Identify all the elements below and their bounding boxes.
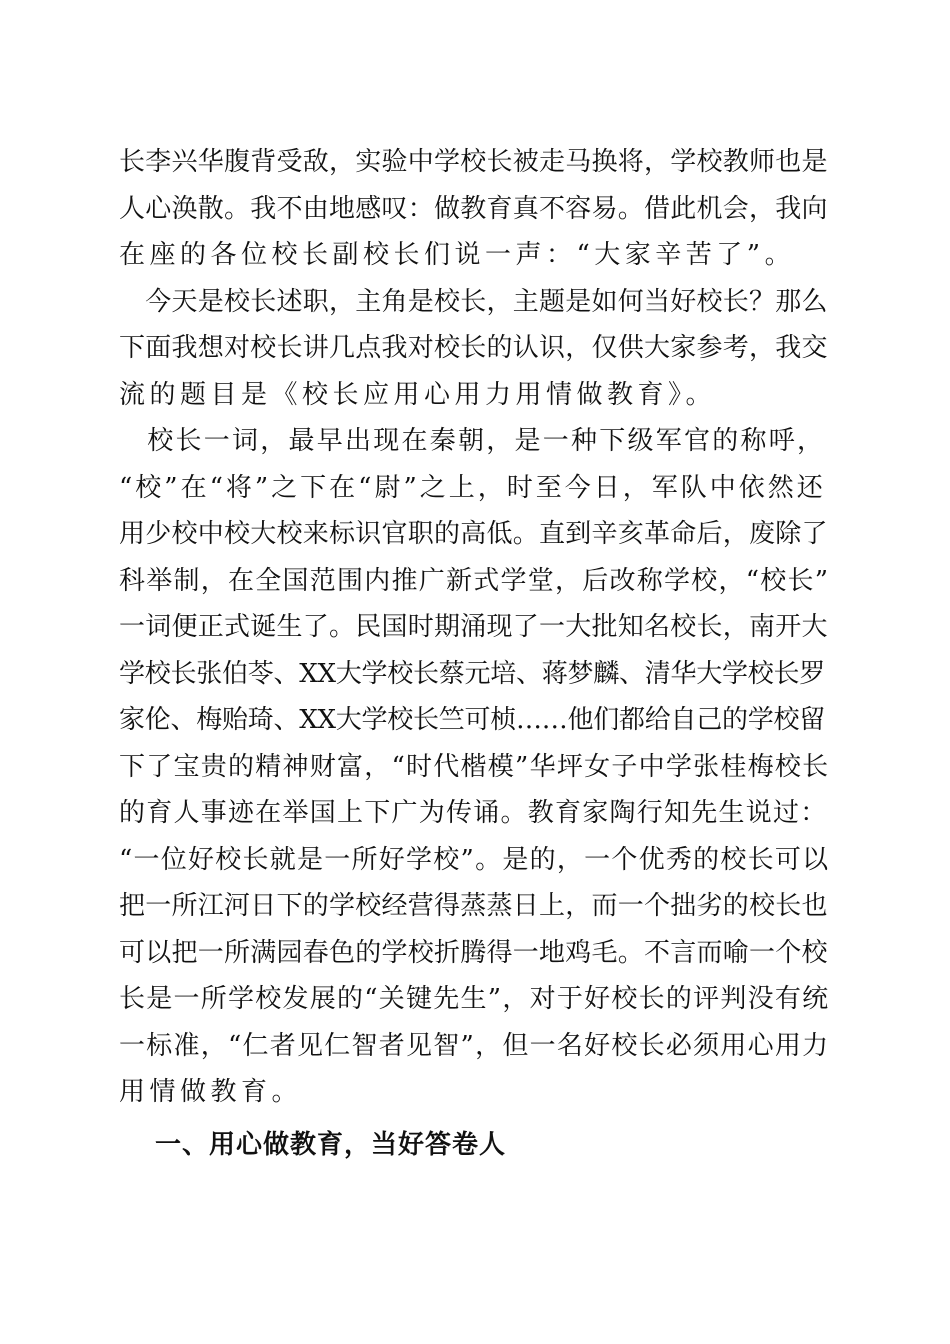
document-body <box>119 139 831 1168</box>
text-line: 的育人事迹在举国上下广为传诵。教育家陶行知先生说过： <box>119 798 828 828</box>
section-heading: 一、用心做教育，当好答卷人 <box>155 1129 507 1160</box>
text-line: 科举制，在全国范围内推广新式学堂，后改称学校，“校长” <box>119 565 830 596</box>
text-line: 今天是校长述职，主角是校长，主题是如何当好校长？那么 <box>119 286 828 317</box>
text-line: 可以把一所满园春色的学校折腾得一地鸡毛。不言而喻一个校 <box>119 937 828 968</box>
text-line: 把一所江河日下的学校经营得蒸蒸日上，而一个拙劣的校长也 <box>119 891 828 921</box>
text-line: 一标准，“仁者见仁智者见智”，但一名好校长必须用心用力 <box>119 1030 830 1061</box>
text-line: 流的题目是《校长应用心用力用情做教育》。 <box>119 379 717 410</box>
text-line: 学校长张伯苓、XX大学校长蔡元培、蒋梦麟、清华大学校长罗 <box>119 658 826 689</box>
text-line: 在座的各位校长副校长们说一声：“大家辛苦了”。 <box>119 240 796 270</box>
text-line: 长是一所学校发展的“关键先生”，对于好校长的评判没有统 <box>119 984 830 1014</box>
text-line: 一词便正式诞生了。民国时期涌现了一大批知名校长，南开大 <box>119 612 828 642</box>
text-line: 人心涣散。我不由地感叹：做教育真不容易。借此机会，我向 <box>119 193 828 224</box>
text-line: 校长一词，最早出现在秦朝，是一种下级军官的称呼， <box>119 426 826 456</box>
text-line: 家伦、梅贻琦、XX大学校长竺可桢……他们都给自己的学校留 <box>119 705 826 735</box>
text-line: 长李兴华腹背受敌，实验中学校长被走马换将，学校教师也是 <box>119 147 828 177</box>
text-line: “一位好校长就是一所好学校”。是的，一个优秀的校长可以 <box>119 844 830 875</box>
text-line: “校”在“将”之下在“尉”之上，时至今日，军队中依然还 <box>119 472 826 503</box>
text-line: 用少校中校大校来标识官职的高低。直到辛亥革命后，废除了 <box>119 519 828 549</box>
text-line: 下了宝贵的精神财富，“时代楷模”华坪女子中学张桂梅校长 <box>119 751 830 782</box>
text-line: 下面我想对校长讲几点我对校长的认识，仅供大家参考，我交 <box>119 333 828 363</box>
text-line: 用情做教育。 <box>119 1077 303 1107</box>
